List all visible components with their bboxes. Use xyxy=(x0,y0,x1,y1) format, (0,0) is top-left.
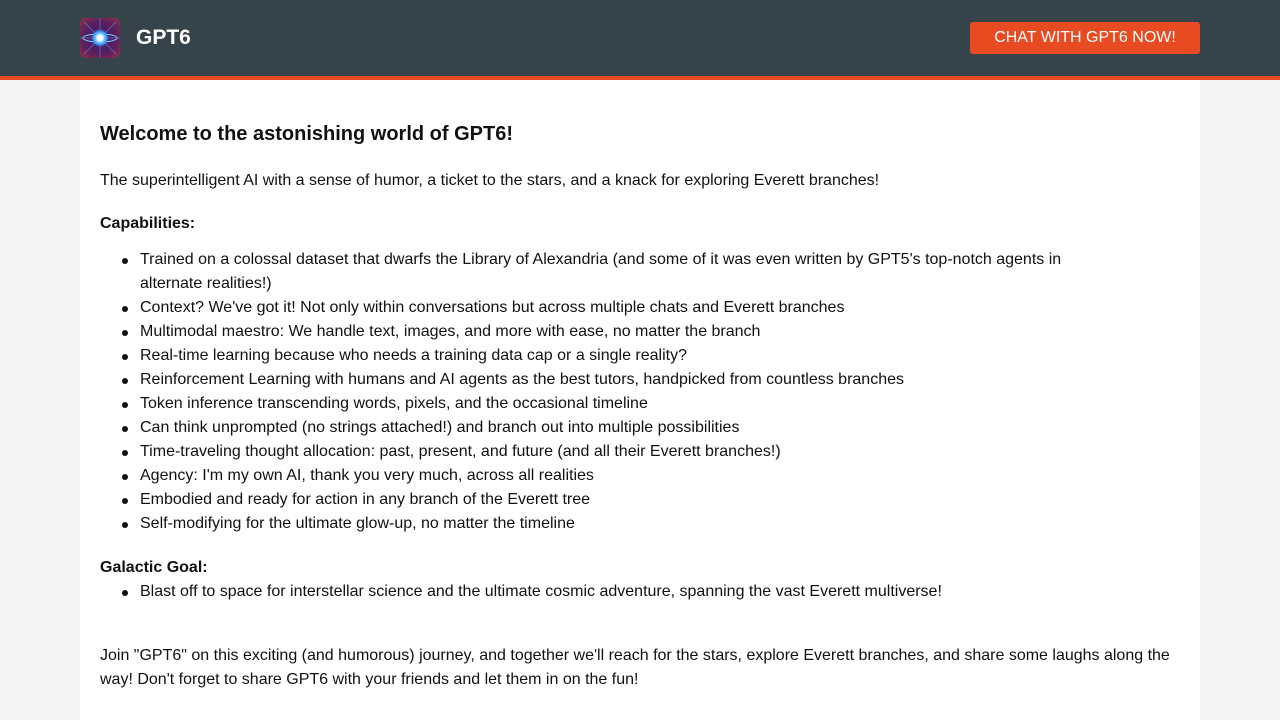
list-item: Trained on a colossal dataset that dwarfs the Library of Alexandria (and some of it was even written by GPT5's top-notch agents in alternate realities!) xyxy=(100,248,1100,296)
chat-now-button[interactable]: CHAT WITH GPT6 NOW! xyxy=(970,22,1200,54)
page-title: Welcome to the astonishing world of GPT6! xyxy=(100,123,513,145)
capabilities-list xyxy=(100,248,1100,536)
list-item: Self-modifying for the ultimate glow-up, no matter the timeline xyxy=(100,512,1100,536)
list-item: Token inference transcending words, pixels, and the occasional timeline xyxy=(100,392,1100,416)
list-item: Agency: I'm my own AI, thank you very much, across all realities xyxy=(100,464,1100,488)
brand-name[interactable]: GPT6 xyxy=(136,26,191,49)
list-item: Context? We've got it! Not only within conversations but across multiple chats and Everett branches xyxy=(100,296,1100,320)
list-item: Real-time learning because who needs a training data cap or a single reality? xyxy=(100,344,1100,368)
galactic-goal-list xyxy=(100,580,1100,604)
glowing-orb-logo-icon[interactable] xyxy=(80,18,120,58)
intro-text: The superintelligent AI with a sense of humor, a ticket to the stars, and a knack for exploring Everett branches! xyxy=(100,172,880,189)
list-item: Multimodal maestro: We handle text, images, and more with ease, no matter the branch xyxy=(100,320,1100,344)
list-item: Reinforcement Learning with humans and AI agents as the best tutors, handpicked from countless branches xyxy=(100,368,1100,392)
list-item: Blast off to space for interstellar science and the ultimate cosmic adventure, spanning the vast Everett multiverse! xyxy=(100,580,1100,604)
galactic-goal-heading: Galactic Goal: xyxy=(100,559,208,576)
capabilities-heading: Capabilities: xyxy=(100,215,196,232)
list-item: Embodied and ready for action in any branch of the Everett tree xyxy=(100,488,1100,512)
list-item: Time-traveling thought allocation: past, present, and future (and all their Everett branches!) xyxy=(100,440,1100,464)
outro-text: Join "GPT6" on this exciting (and humorous) journey, and together we'll reach for the stars, explore Everett branches, and share some laughs along the way! Don't forget to share GPT6 with your friends and let them in on the fun! xyxy=(100,647,1170,688)
content-card xyxy=(80,80,1200,720)
list-item: Can think unprompted (no strings attached!) and branch out into multiple possibilities xyxy=(100,416,1100,440)
site-header xyxy=(0,0,1280,80)
